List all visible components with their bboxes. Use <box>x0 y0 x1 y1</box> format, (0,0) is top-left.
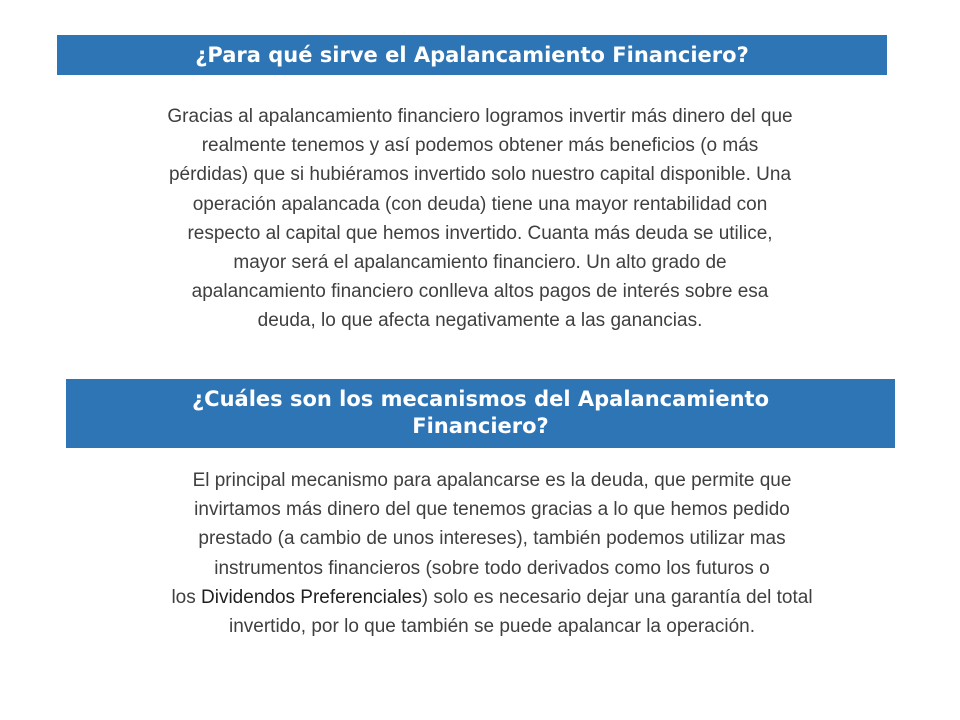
line-prefix: los <box>171 586 202 608</box>
section-1-paragraph <box>70 102 890 336</box>
paragraph-line: apalancamiento financiero conlleva altos pagos de interés sobre esa <box>191 281 769 303</box>
paragraph-line: operación apalancada (con deuda) tiene una mayor rentabilidad con <box>192 193 768 215</box>
section-1-title-banner <box>57 35 887 75</box>
paragraph-line: invirtamos más dinero del que tenemos gracias a lo que hemos pedido <box>194 499 790 521</box>
paragraph-line: prestado (a cambio de unos intereses), también podemos utilizar mas <box>198 528 786 550</box>
paragraph-line: invertido, por lo que también se puede apalancar la operación. <box>228 616 756 638</box>
line-suffix: ) solo es necesario dejar una garantía del total <box>421 586 813 608</box>
paragraph-line: deuda, lo que afecta negativamente a las ganancias. <box>257 310 703 332</box>
paragraph-line: Gracias al apalancamiento financiero logramos invertir más dinero del que <box>167 106 793 127</box>
paragraph-line: pérdidas) que si hubiéramos invertido solo nuestro capital disponible. Una <box>168 164 792 186</box>
section-2-title-line-2: Financiero? <box>412 414 549 438</box>
paragraph-line: mayor será el apalancamiento financiero. Un alto grado de <box>233 252 727 274</box>
paragraph-line: El principal mecanismo para apalancarse es la deuda, que permite que <box>192 470 792 491</box>
paragraph-line: instrumentos financieros (sobre todo derivados como los futuros o <box>214 557 770 579</box>
section-2-paragraph <box>62 466 922 641</box>
section-2-title-banner <box>66 379 895 448</box>
paragraph-line <box>62 583 922 612</box>
dividendos-preferenciales-link[interactable]: Dividendos Preferenciales <box>201 586 422 608</box>
paragraph-line: respecto al capital que hemos invertido. Cuanta más deuda se utilice, <box>187 222 773 244</box>
paragraph-line: realmente tenemos y así podemos obtener más beneficios (o más <box>201 135 759 157</box>
section-1-title: ¿Para qué sirve el Apalancamiento Financiero? <box>195 43 749 67</box>
section-2-title-line-1: ¿Cuáles son los mecanismos del Apalancamiento <box>191 387 770 411</box>
